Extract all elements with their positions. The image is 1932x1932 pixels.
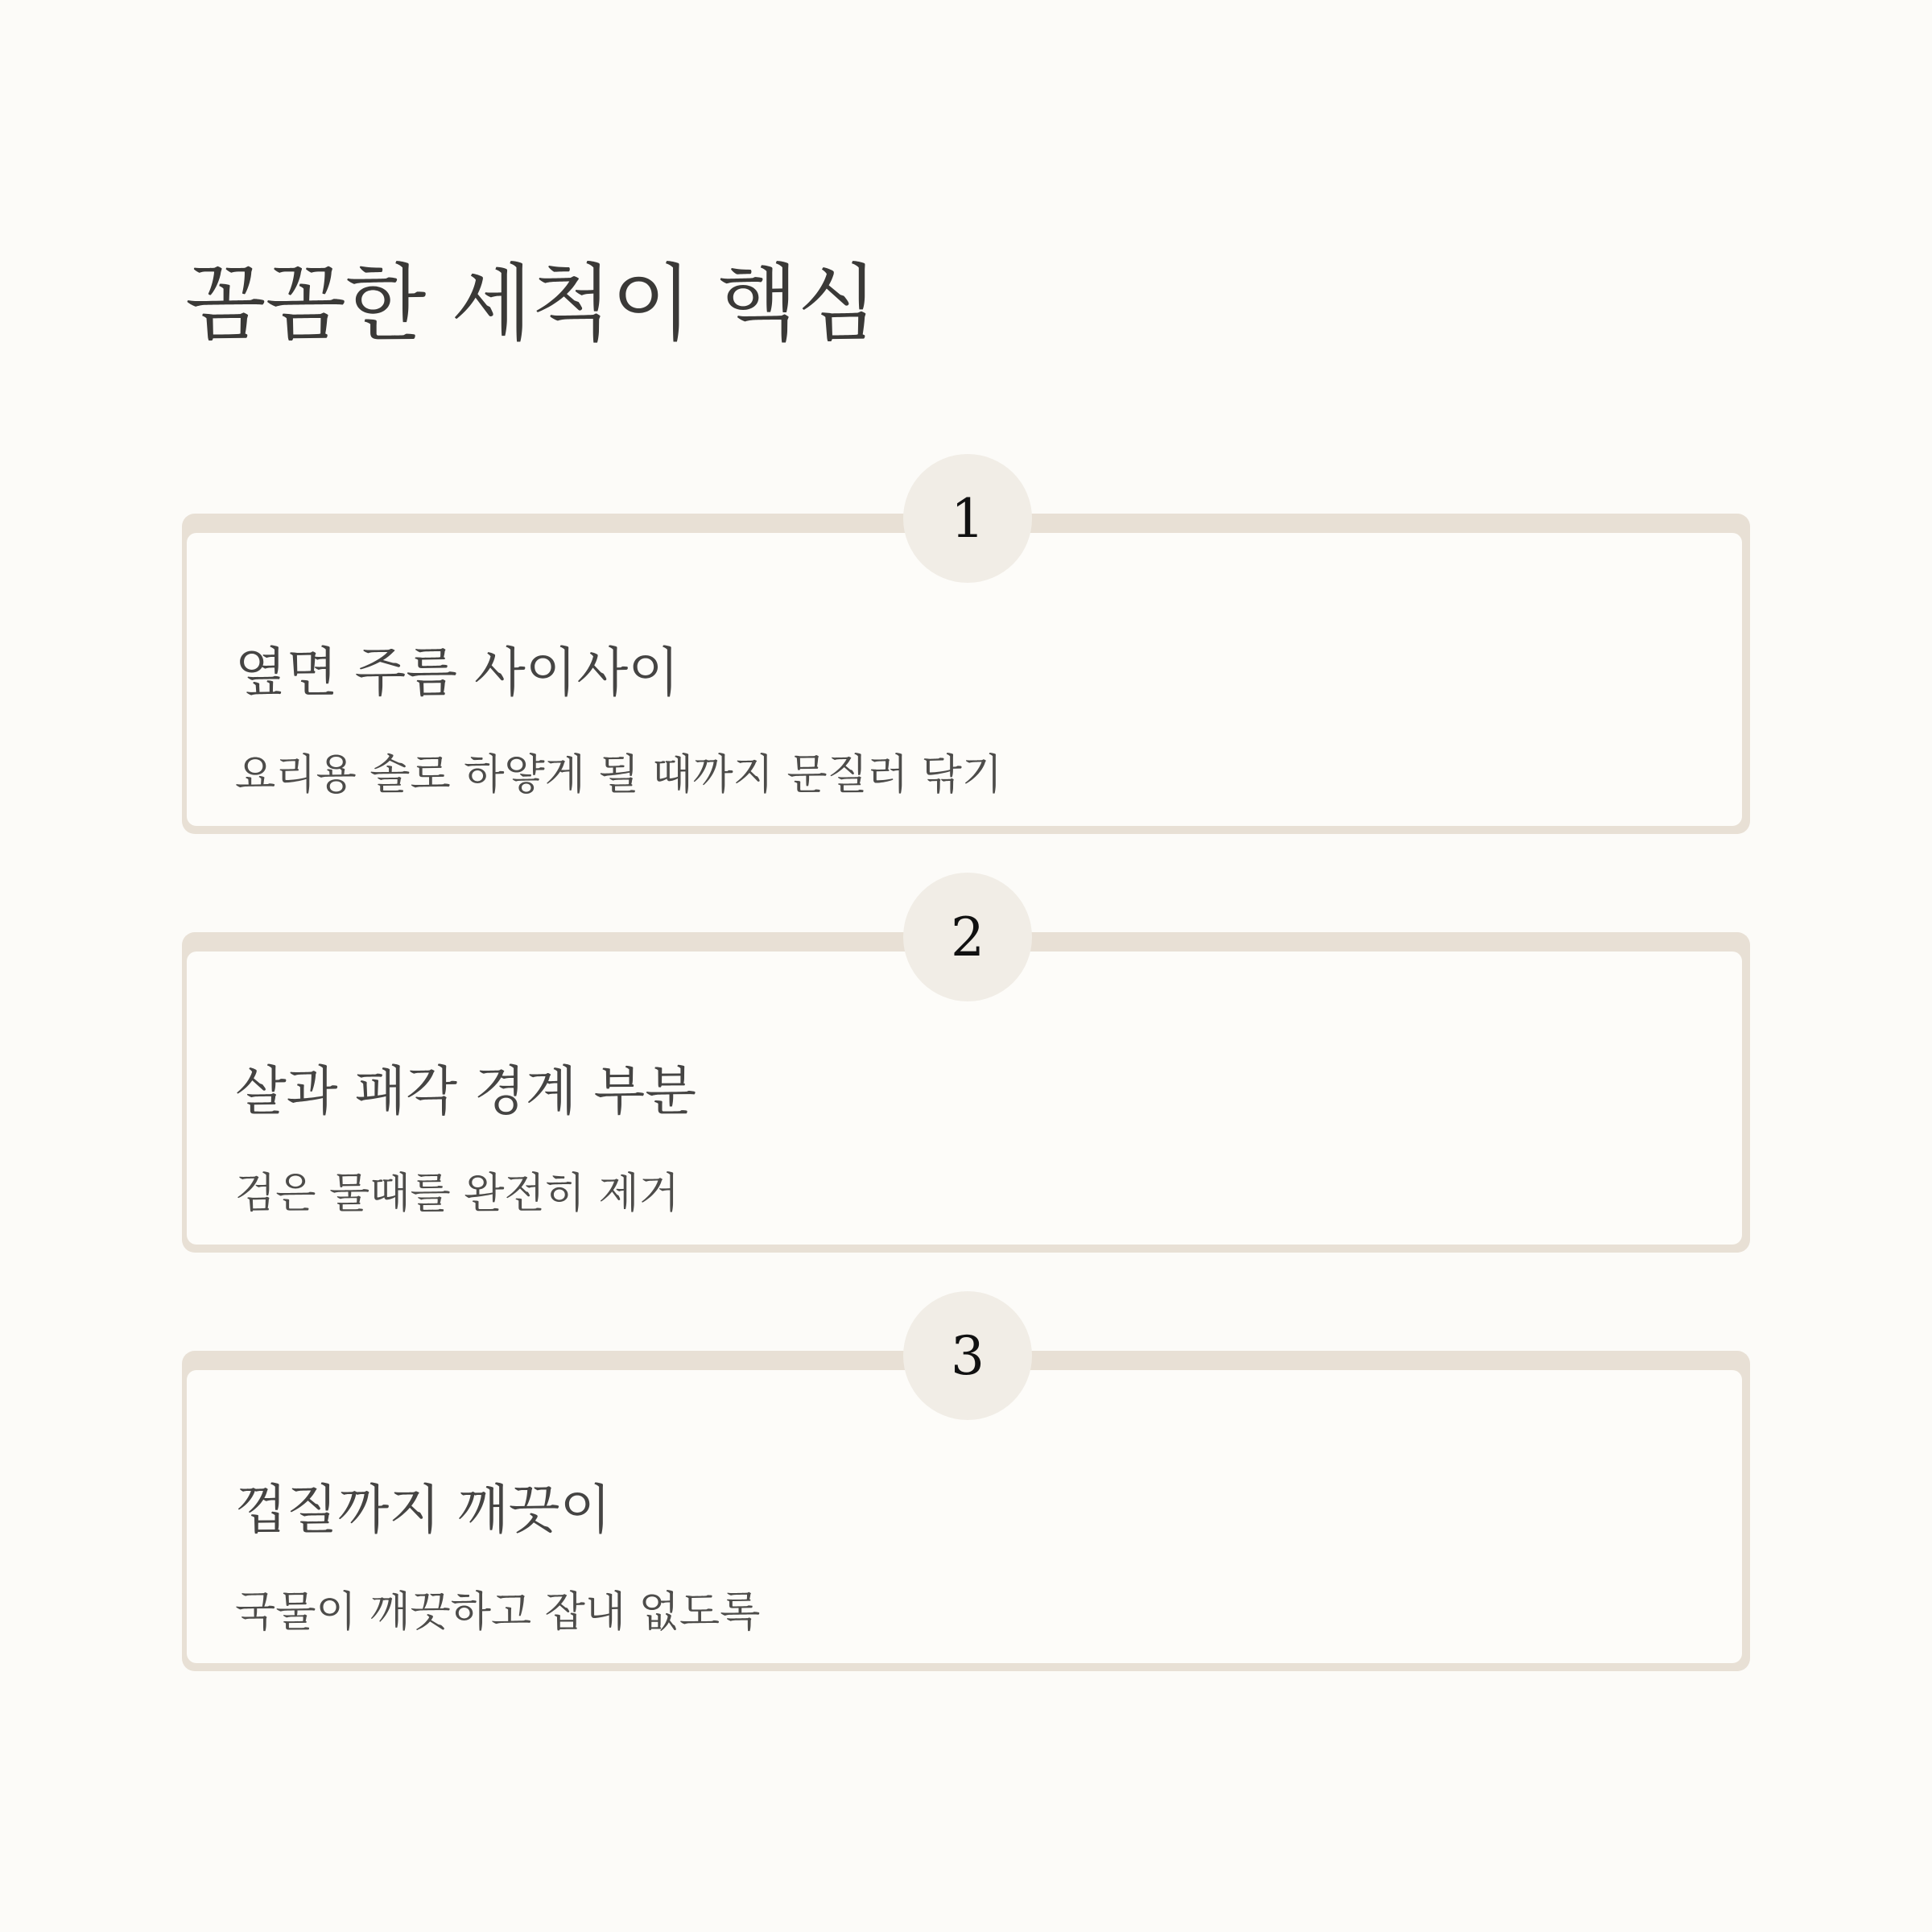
step-card-1 [182, 487, 1750, 834]
step-heading: 살과 패각 경계 부분 [235, 1060, 696, 1122]
step-card-2 [182, 906, 1750, 1253]
step-card-3 [182, 1324, 1750, 1671]
step-number-badge: 3 [903, 1291, 1032, 1420]
step-description: 요리용 솔로 하얗게 될 때까지 문질러 닦기 [235, 751, 1003, 799]
step-heading: 껍질까지 깨끗이 [235, 1479, 612, 1541]
step-heading: 옆면 주름 사이사이 [235, 642, 680, 704]
page-title: 꼼꼼한 세척이 핵심 [185, 254, 877, 353]
step-description: 국물이 깨끗하고 잡내 없도록 [235, 1588, 761, 1637]
step-description: 검은 물때를 완전히 제거 [235, 1170, 679, 1218]
step-number-badge: 2 [903, 873, 1032, 1001]
step-number-badge: 1 [903, 454, 1032, 583]
